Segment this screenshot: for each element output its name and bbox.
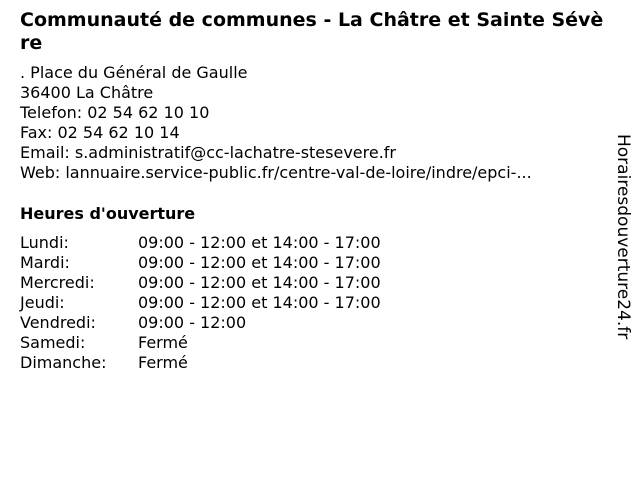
day-hours: Fermé [138, 333, 188, 352]
day-label: Mardi: [20, 253, 70, 272]
day-hours: 09:00 - 12:00 [138, 313, 247, 332]
day-hours: 09:00 - 12:00 et 14:00 - 17:00 [138, 273, 381, 292]
day-label: Jeudi: [20, 293, 65, 312]
city-line: 36400 La Châtre [20, 83, 154, 102]
day-hours: 09:00 - 12:00 et 14:00 - 17:00 [138, 233, 381, 252]
day-hours: Fermé [138, 353, 188, 372]
hours-heading: Heures d'ouverture [20, 204, 196, 223]
page-title: Communauté de communes - La Châtre et Sainte Sévère [20, 9, 604, 54]
email-line[interactable]: Email: s.administratif@cc-lachatre-stesevere.fr [20, 143, 396, 162]
address-line: . Place du Général de Gaulle [20, 63, 248, 82]
fax-line: Fax: 02 54 62 10 14 [20, 123, 180, 142]
contact-block [20, 63, 610, 183]
site-watermark: Horairesdouverture24.fr [613, 134, 633, 340]
day-label: Mercredi: [20, 273, 95, 292]
day-hours: 09:00 - 12:00 et 14:00 - 17:00 [138, 253, 381, 272]
web-line[interactable]: Web: lannuaire.service-public.fr/centre-val-de-loire/indre/epci-... [20, 163, 532, 182]
day-label: Lundi: [20, 233, 69, 252]
phone-line[interactable]: Telefon: 02 54 62 10 10 [20, 103, 210, 122]
day-label: Vendredi: [20, 313, 96, 332]
day-label: Samedi: [20, 333, 86, 352]
day-hours: 09:00 - 12:00 et 14:00 - 17:00 [138, 293, 381, 312]
day-label: Dimanche: [20, 353, 107, 372]
